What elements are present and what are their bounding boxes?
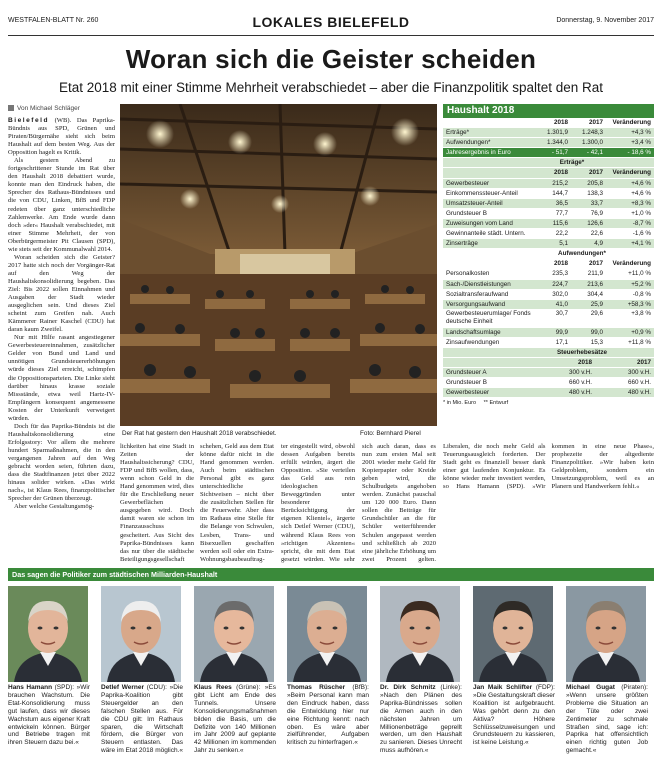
- table-cell: Grundsteuer B: [446, 209, 487, 217]
- table-cell: +1,0 %: [631, 209, 651, 217]
- politician-portrait: [380, 586, 460, 682]
- table-cell: 22,6: [590, 230, 603, 238]
- hebe-colheader: 2018 2017: [443, 358, 654, 368]
- table-cell: Zinsaufwendungen: [446, 338, 500, 346]
- table-cell: 302,0: [552, 290, 568, 298]
- table-title: Haushalt 2018: [443, 104, 654, 118]
- table-cell: Gewerbesteuer: [446, 389, 490, 397]
- politician-quote: Klaus Rees (Grüne): »Es gibt Licht am Ende des Tunnels. Unsere Konsolidierungsmaßnahmen bilden die Basis, um die Defizite von 140 Millionen im Jahr 2009 auf geplante 42 Millionen im kommenden Jahr zu senken.«: [194, 684, 277, 755]
- table-cell: Landschaftsumlage: [446, 328, 501, 336]
- aufw-header: Aufwendungen*: [443, 249, 654, 259]
- table-cell: 235,3: [552, 270, 568, 278]
- table-cell: Sach-/Dienstleistungen: [446, 280, 511, 288]
- table-row: [443, 378, 654, 388]
- byline-marker: [8, 105, 14, 111]
- table-cell: 205,8: [587, 179, 603, 187]
- table-row: [443, 179, 654, 189]
- politicians-band: Das sagen die Politiker zum städtischen Milliarden-Haushalt: [8, 568, 654, 581]
- politician-quote: Hans Hamann (SPD): »Wir brauchen Wachstum. Die Etat-Konsolidierung muss gut laufen, dass wir dieses Wachstum aus eigener Kraft entwickeln können. Bürger und Betriebe tragen mit ihren Steuern dazu bei.«: [8, 684, 90, 747]
- table-cell: Gewerbesteuer: [446, 179, 490, 187]
- issue-date: Donnerstag, 9. November 2017: [556, 17, 654, 24]
- table-cell: -8,7 %: [632, 219, 651, 227]
- table-cell: +4,3 %: [631, 129, 651, 137]
- table-cell: 480 v.H.: [628, 389, 651, 397]
- table-cell: 17,1: [555, 338, 568, 346]
- table-cell: +4,6 %: [631, 189, 651, 197]
- table-cell: 213,6: [587, 280, 603, 288]
- table-cell: 33,7: [590, 199, 603, 207]
- article-paragraph: Nur mit Hilfe rasant angestiegener Gewerbesteuereinnahmen, zusätzlicher Gelder von Bund und Land und unnötigen Grundsteuererhöhungen würde dieses Ziel erreicht, schimpfen die Oppositionsparteien. Die Linke sieht darüber hinaus krasse soziale Missstände, etwa weil Hartz-IV-Empfängern konsequent angemessene Kosten der Unterkunft verweigert würden.: [8, 334, 115, 422]
- ertraege-header: Erträge*: [443, 158, 654, 168]
- table-cell: +11,8 %: [628, 338, 651, 346]
- table-cell: +0,9 %: [631, 328, 651, 336]
- aufw-colheader: 2018 2017 Veränderung: [443, 259, 654, 269]
- table-cell: 144,7: [552, 189, 568, 197]
- table-row: [443, 138, 654, 148]
- table-cell: 300 v.H.: [628, 369, 651, 377]
- politician-quote: Michael Gugat (Piraten): »Wenn unsere größten Probleme die Situation an der Tüte oder zwei Zentimeter zu schmale Straßen sind, sage ich: Paprika hat offensichtlich einen richtig guten Job gemacht.«: [566, 684, 648, 755]
- table-cell: - 18,6 %: [627, 149, 651, 157]
- subheadline: Etat 2018 mit einer Stimme Mehrheit verabschiedet – aber die Finanzpolitik spaltet den Rat: [58, 80, 604, 95]
- table-cell: Zuweisungen vom Land: [446, 219, 513, 227]
- politician-name: Michael Gugat: [566, 684, 615, 691]
- politician-quote: Thomas Rüscher (BfB): »Beim Personal kann man den Eindruck haben, dass die Entwicklung hier nur eine Richtung kennt: nach oben. Es wäre aber zielführender, Aufgaben kritisch zu hinterfragen.«: [287, 684, 369, 747]
- table-cell: 41,0: [555, 300, 568, 308]
- table-cell: 1.248,3: [581, 129, 603, 137]
- politician-name: Thomas Rüscher: [287, 684, 346, 691]
- politician-name: Hans Hamann: [8, 684, 53, 691]
- table-cell: 215,2: [552, 179, 568, 187]
- council-photo: [120, 104, 437, 426]
- table-cell: 304,4: [587, 290, 603, 298]
- article-paragraph: Aber welche Gestaltungsmög-: [14, 503, 95, 511]
- table-cell: Jahresergebnis in Euro: [446, 149, 511, 157]
- article-column-1: [8, 117, 115, 563]
- council-chamber-image: [120, 104, 437, 426]
- table-cell: Grundsteuer B: [446, 379, 487, 387]
- table-row: [443, 209, 654, 219]
- table-cell: 115,6: [552, 219, 568, 227]
- politician-name: Dr. Dirk Schmitz: [380, 684, 436, 691]
- table-header-row: 2018 2017 Veränderung: [443, 118, 654, 128]
- table-cell: +8,3 %: [631, 199, 651, 207]
- table-cell: Personalkosten: [446, 270, 490, 278]
- table-cell: 99,0: [590, 328, 603, 336]
- table-cell: 660 v.H.: [569, 379, 592, 387]
- table-cell: 480 v.H.: [569, 389, 592, 397]
- table-cell: 77,7: [555, 209, 568, 217]
- table-cell: 30,7: [555, 309, 568, 317]
- article-paragraph: Bielefeld (WB). Das Paprika-Bündnis aus SPD, Grünen und Piraten/Bürgernähe sieht sich beim Haushalt auf dem besten Weg. Aus der Opposition hagelt es Kritik.: [8, 117, 115, 157]
- table-cell: 138,3: [587, 189, 603, 197]
- paper-issue: WESTFALEN-BLATT Nr. 260: [8, 17, 99, 24]
- politician-quote: Dr. Dirk Schmitz (Linke): »Nach den Plänen des Paprika-Bündnisses sollen die Armen auch in den nächsten Jahren um Millionenbeträge geprellt werden, um den Haushalt zu sanieren. Dieses Unrecht muss aufhören.«: [380, 684, 462, 755]
- politician-name: Detlef Werner: [101, 684, 145, 691]
- header-rule: [8, 35, 654, 36]
- table-cell: 25,9: [590, 300, 603, 308]
- table-cell: 211,9: [587, 270, 603, 278]
- article-column-2: lichkeiten hat eine Stadt in Zeiten der Haushaltssicherung? CDU, FDP und BfB wollen, dass, wenn schon Geld in die Hand genommen wird, dies für die Erschließung neuer Gewerbeflächen ausgegeben wird. Doch damit waren sie schon im Finanzausschuss gescheitert. Aus Sicht des Paprika-Bündnisses kann das nur über die städtische Beteiligungsgesellschaft: [120, 443, 194, 563]
- politician-portrait: [473, 586, 553, 682]
- hebe-header: Steuerhebesätze: [443, 348, 654, 358]
- photo-caption: Der Rat hat gestern den Haushalt 2018 verabschiedet.: [122, 430, 277, 437]
- table-cell: Gewinnanteile städt. Untern.: [446, 230, 526, 238]
- table-cell: -0,8 %: [632, 290, 651, 298]
- table-cell: 29,6: [590, 309, 603, 317]
- article-paragraph: Woran scheiden sich die Geister? 2017 hatte sich noch der Vorgänger-Rat auf den Weg der Haushaltskonsolidierung begeben. Das Ziel: Bis 2022 sollen Einnahmen und Ausgaben der Stadt wieder ausgeglichen sein. Und dieses Ziel scheint zum Greifen nah. Auch Kämmerer Rainer Kaschel (CDU) hat daran kaum Zweifel.: [8, 253, 115, 334]
- table-cell: +11,0 %: [628, 270, 651, 278]
- table-row: [443, 388, 654, 398]
- table-cell: -1,6 %: [632, 230, 651, 238]
- table-row: [443, 300, 654, 310]
- table-cell: 36,5: [555, 199, 568, 207]
- article-column-6: Liberalen, die noch mehr Geld als Teuerungsausgleich forderten. Der Stadt geht es finanziell besser dank einer gut laufenden Konjunktur. Es könne wieder mehr investiert werden, so Hans Hamann (SPD). »Wir kommen in eine neue Phase«, prophezeite der altgediente Finanzpolitiker. »Wir haben kein Geldproblem, sondern ein Umsetzungsproblem, weil es an Planern und Handwerkern fehlt.«: [443, 443, 654, 491]
- table-cell: - 51,7: [551, 149, 568, 157]
- table-row: [443, 338, 654, 348]
- table-cell: 15,3: [590, 338, 603, 346]
- table-cell: Einkommenssteuer-Anteil: [446, 189, 518, 197]
- table-cell: Aufwendungen*: [446, 139, 491, 147]
- article-column-4: ter eingestellt wird, obwohl dessen Aufgaben bereits erfüllt würden, ärgert die Opposition. »Sie verteilen das Geld aus rein ideologischen Beweggründen unter besonderer Berücksichtigung der eigenen Klientel«, ärgerte sich Detlef Werner (CDU), während Klaus Rees von »richtigen Akzenten« spricht, die mit dem Etat gesetzt würden. Wie sehr: [281, 443, 355, 563]
- politician-name: Jan Maik Schlifter: [473, 684, 533, 691]
- politician-name: Klaus Rees: [194, 684, 232, 691]
- byline: [8, 105, 118, 112]
- table-row: [443, 280, 654, 290]
- politician-quote: Detlef Werner (CDU): »Die Paprika-Koalition gibt Steuergelder an den falschen Stellen aus. Für die CDU gilt: Im Rathaus sparen, die Wirtschaft fördern, die Bürger von Steuern entlasten. Das wäre im Etat 2018 möglich.«: [101, 684, 184, 755]
- table-row: [443, 128, 654, 138]
- table-cell: - 42,1: [586, 149, 603, 157]
- table-cell: 1.301,9: [546, 129, 568, 137]
- ertraege-colheader: 2018 2017 Veränderung: [443, 168, 654, 178]
- politician-portrait: [8, 586, 88, 682]
- table-row: [443, 269, 654, 279]
- politician-portrait: [194, 586, 274, 682]
- photo-credit: Foto: Bernhard Pierel: [360, 430, 421, 437]
- table-row: [443, 148, 654, 158]
- table-row: [443, 229, 654, 239]
- politician-portrait: [101, 586, 181, 682]
- table-row: [443, 328, 654, 338]
- section-title: LOKALES BIELEFELD: [252, 14, 410, 30]
- article-paragraph: Doch für das Paprika-Bündnis ist die Haushaltskonsolidierung eine Erfolgsstory: Vor allem die mehrere hundert Sparmaßnahmen, die in den vergangenen Jahren auf den Weg gebracht worden seien, führten dazu, dass die Stadtfinanzen jetzt über 2022 hinaus solider wirken. »Das wirkt nach«, ist Klaus Rees, finanzpolitischer Sprecher der Grünen überzeugt.: [8, 422, 115, 503]
- politician-quote: Jan Maik Schlifter (FDP): »Die Gestaltungskraft dieser Koalition ist aufgebraucht. Was gehört denn zu den Aktiva? Höhere Schlüsselzuweisungen und Grundsteuern zu kassieren, ist keine Leistung.«: [473, 684, 556, 747]
- table-cell: 22,2: [555, 230, 568, 238]
- table-row: [443, 290, 654, 300]
- table-cell: +4,6 %: [631, 179, 651, 187]
- table-cell: 4,9: [594, 240, 603, 248]
- table-cell: 300 v.H.: [569, 369, 592, 377]
- table-row: [443, 219, 654, 229]
- table-row: [443, 239, 654, 249]
- table-cell: Versorgungsaufwand: [446, 300, 506, 308]
- table-footnotes: * in Mio. Euro ** Entwurf: [443, 400, 509, 407]
- table-cell: +58,3 %: [627, 300, 651, 308]
- budget-table: [443, 104, 654, 406]
- table-cell: 76,9: [590, 209, 603, 217]
- table-cell: +3,8 %: [631, 309, 651, 317]
- table-cell: +3,4 %: [631, 139, 651, 147]
- table-cell: 1.300,0: [581, 139, 603, 147]
- politician-portrait: [566, 586, 646, 682]
- masthead-bar: [8, 14, 654, 32]
- author: Von Michael Schläger: [17, 105, 80, 112]
- table-cell: Sozialtransferaufwand: [446, 290, 509, 298]
- table-cell: 660 v.H.: [628, 379, 651, 387]
- politician-portrait: [287, 586, 367, 682]
- table-cell: Erträge*: [446, 129, 470, 137]
- table-cell: 5,1: [559, 240, 568, 248]
- article-column-3: schehen, Geld aus dem Etat könne dafür nicht in die Hand genommen werden. Auch beim städtischen Personal gibt es ganz unterschiedliche Sichtweisen – nicht über die zusätzlichen Stellen für die Feuerwehr. Aber dass im Rathaus eine Stelle für die Belange von Schwulen, Lesben, Trans- und Bisexuellen geschaffen werden soll oder ein Extra-Wohnungsbaubeauftrag-: [200, 443, 274, 563]
- article-column-5: sich auch daran, dass es nun zum ersten Mal seit 2001 wieder mehr Geld für Kopierpapier oder Kreide geben wird, die Schulbudgets angehoben werden. Zunächst pauschal um 120 000 Euro. Dann sollen die Beiträge für Grundschüler an die für Schüler weiterführender Schulen angepasst werden und schließlich ab 2020 eine jährliche Erhöhung um zwei Prozent gelten.: [362, 443, 436, 563]
- table-cell: 1.344,0: [546, 139, 568, 147]
- table-cell: 224,7: [552, 280, 568, 288]
- table-cell: 126,6: [587, 219, 603, 227]
- table-cell: Grundsteuer A: [446, 369, 487, 377]
- table-cell: Zinserträge: [446, 240, 478, 248]
- table-cell: 99,9: [555, 328, 568, 336]
- table-row: [443, 368, 654, 378]
- headline: Woran sich die Geister scheiden: [125, 44, 537, 74]
- table-cell: +5,2 %: [631, 280, 651, 288]
- table-cell: +4,1 %: [631, 240, 651, 248]
- table-row: [443, 199, 654, 209]
- article-paragraph: Als gestern Abend zu fortgeschrittener Stunde im Rat über den Haushalt 2018 debattiert wurde, konnte man den Eindruck haben, die Sprecher des Rathaus-Bündnisses und die von CDU, Linken, BfB und FDP redeten über ganz unterschiedliche Zahlenwerke. Am Ende wurde dann doch »der« Haushalt verabschiedet, mit einer Stimme Mehrheit, der von Oberbürgermeister Pit Clausen (SPD), wie stets seit der Kommunalwahl 2014.: [8, 157, 115, 253]
- table-row: [443, 310, 654, 328]
- table-cell: Gewerbesteuerumlage/ Fonds deutsche Einheit: [446, 309, 531, 325]
- table-row: [443, 189, 654, 199]
- table-cell: Umsatzsteuer-Anteil: [446, 199, 503, 207]
